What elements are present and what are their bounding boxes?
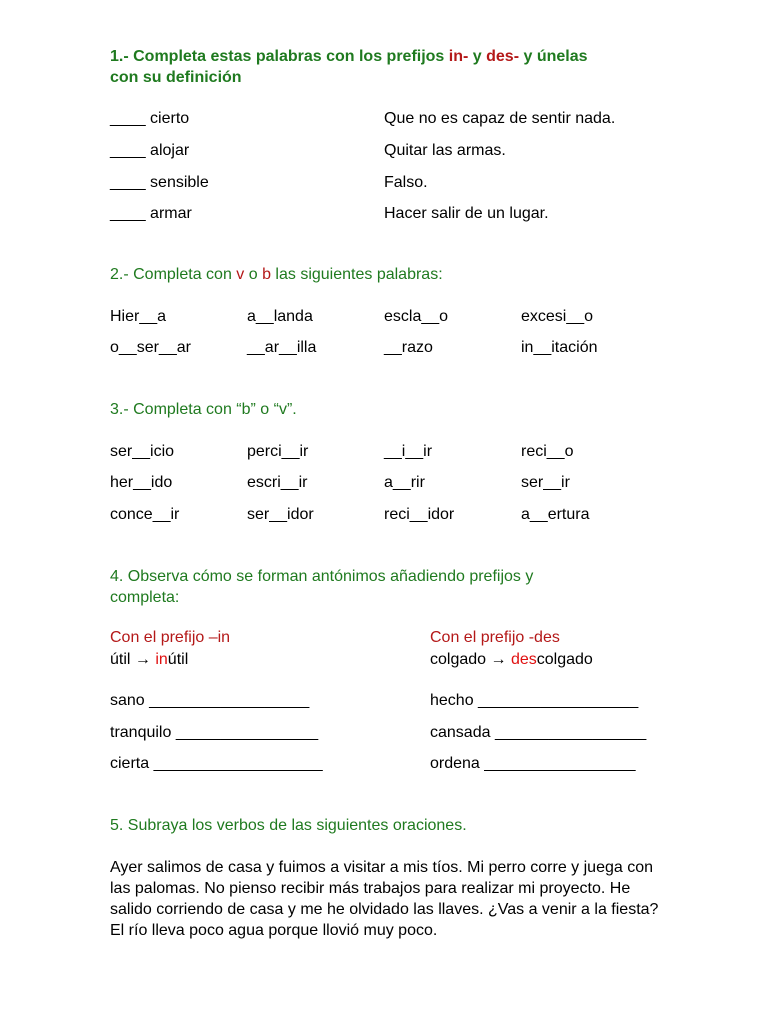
s2-word: Hier__a — [110, 308, 167, 325]
s3-word: a__ertura — [521, 506, 590, 523]
section1-title-line2: con su definición — [110, 69, 242, 86]
s3-word: reci__o — [521, 443, 574, 460]
prefix-in-heading: Con el prefijo –in — [110, 629, 231, 646]
s3-word: perci__ir — [247, 443, 309, 460]
s2-word: __ar__illa — [247, 339, 317, 356]
section3-title: 3.- Completa con “b” o “v”. — [110, 401, 297, 418]
s3-word: a__rir — [384, 474, 425, 491]
sentences-paragraph: Ayer salimos de casa y fuimos a visitar a mis tíos. Mi perro corre y juega con las palomas. No pienso recibir más trabajos para realizar mi proyecto. He salido corriendo de casa y me he olvidado las llaves. ¿Vas a venir a la fiesta? El río lleva poco agua porque llovió muy poco. — [110, 859, 659, 939]
s2-word: in__itación — [521, 339, 598, 356]
s1-definition: Que no es capaz de sentir nada. — [384, 110, 616, 127]
antonym-blank: tranquilo ________________ — [110, 724, 319, 741]
s1-definition: Falso. — [384, 174, 428, 191]
s2-word: escla__o — [384, 308, 449, 325]
prefix-in-example: útil → inútil — [110, 651, 189, 668]
section1-title: 1.- Completa estas palabras con los prefijos in- y des- y únelas — [110, 48, 588, 65]
s3-word: __i__ir — [384, 443, 433, 460]
s3-word: her__ido — [110, 474, 173, 491]
s1-definition: Quitar las armas. — [384, 142, 506, 159]
antonym-blank: cansada _________________ — [430, 724, 647, 741]
antonym-blank: sano __________________ — [110, 692, 310, 709]
s3-word: reci__idor — [384, 506, 455, 523]
s1-word: ____ alojar — [110, 142, 190, 159]
s2-word: excesi__o — [521, 308, 594, 325]
section4-title-line2: completa: — [110, 589, 180, 606]
s1-word: ____ cierto — [110, 110, 190, 127]
s2-word: o__ser__ar — [110, 339, 191, 356]
s3-word: ser__icio — [110, 443, 175, 460]
s1-word: ____ armar — [110, 205, 192, 222]
antonym-blank: ordena _________________ — [430, 755, 636, 772]
s1-word: ____ sensible — [110, 174, 209, 191]
section5-title: 5. Subraya los verbos de las siguientes oraciones. — [110, 817, 467, 834]
section4-title: 4. Observa cómo se forman antónimos añadiendo prefijos y — [110, 568, 534, 585]
prefix-des-example: colgado → descolgado — [430, 651, 593, 668]
s3-word: ser__idor — [247, 506, 314, 523]
s2-word: __razo — [384, 339, 433, 356]
s1-definition: Hacer salir de un lugar. — [384, 205, 549, 222]
s2-word: a__landa — [247, 308, 313, 325]
section2-title: 2.- Completa con v o b las siguientes palabras: — [110, 266, 443, 283]
prefix-des-heading: Con el prefijo -des — [430, 629, 560, 646]
antonym-blank: hecho __________________ — [430, 692, 639, 709]
s3-word: escri__ir — [247, 474, 308, 491]
antonym-blank: cierta ___________________ — [110, 755, 323, 772]
s3-word: ser__ir — [521, 474, 570, 491]
s3-word: conce__ir — [110, 506, 180, 523]
